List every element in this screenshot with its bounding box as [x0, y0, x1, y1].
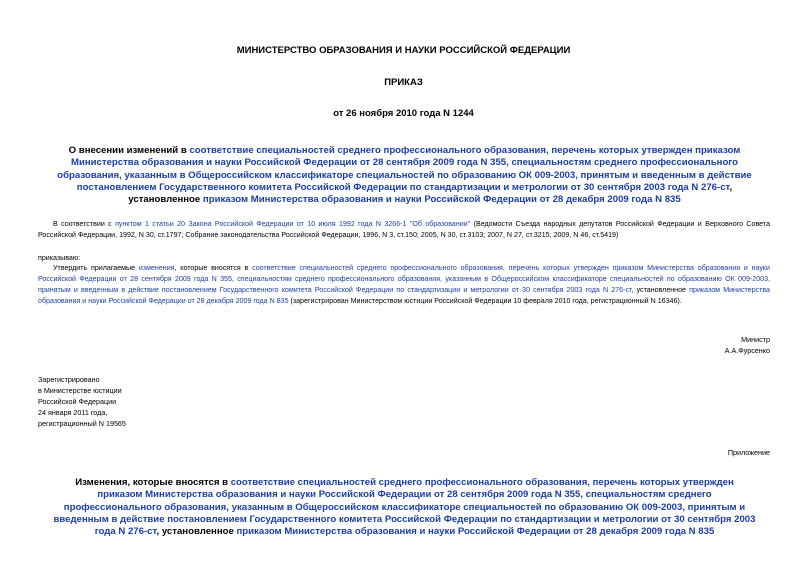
document-date: от 26 ноября 2010 года N 1244 [333, 108, 474, 119]
annex-link-order-835[interactable]: приказом Министерства образования и науки Российской Федерации от 28 декабря 2009 года N 835 [236, 526, 715, 538]
registration-line: Российской Федерации [38, 396, 117, 406]
annex-link-correspondence[interactable]: соответствие специальностей среднего профессионального образования, перечень которых утвержден приказом Министерства образования и науки Российской Федерации от 28 сентября 2009 года N 355, специальностям среднего профессионального образования, указанным в Общероссийском классификаторе специальностей по образованию ОК 009-2003, принятым и введенным в действие постановлением Государственного комитета Российской Федерации по стандартизации и метрологии от 30 сентября 2003 года N 276-ст [53, 477, 756, 538]
annex-title [52, 477, 757, 538]
ministry-heading: МИНИСТЕРСТВО ОБРАЗОВАНИЯ И НАУКИ РОССИЙСКОЙ ФЕДЕРАЦИИ [236, 45, 571, 56]
signature-block [725, 334, 770, 356]
title-link-order-835[interactable]: приказом Министерства образования и науки Российской Федерации от 28 декабря 2009 года N 835 [202, 194, 681, 206]
order-link-correspondence[interactable]: соответствие специальностей среднего профессионального образования, перечень которых утвержден приказом Министерства образования и науки Российской Федерации от 28 сентября 2009 года N 355, специальностям среднего профессионального образования, указанным в Общероссийском классификаторе специальностей по образованию ОК 009-2003, принятым и введенным в действие постановлением Государственного комитета Российской Федерации по стандартизации и метрологии от 30 сентября 2003 года N 276-ст [38, 264, 770, 294]
registration-line: в Министерстве юстиции [38, 385, 122, 395]
annex-title-text: , установленное [156, 526, 237, 538]
registration-line: Зарегистрировано [38, 375, 100, 384]
basis-link-law[interactable]: пунктом 1 статьи 20 Закона Российской Федерации от 10 июля 1992 года N 3266-1 "Об образовании" [115, 220, 471, 228]
order-link-order-835[interactable]: приказом Министерства образования и науки Российской Федерации от 28 декабря 2009 года N 835 [38, 285, 770, 305]
basis-text: (Ведомости Съезда народных депутатов Российской Федерации и Верховного Совета Российской Федерации, 1992, N 30, ст.1797; Собрание законодательства Российской Федерации, 1996, N 3, ст.150; 2005, N 30, ст.3103; 2007, N 27, ст.3215; 2009, N 46, ст.5419) [38, 220, 771, 239]
order-text: , которые вносятся в [174, 264, 253, 272]
title-link-correspondence[interactable]: соответствие специальностей среднего профессионального образования, перечень которых утвержден приказом Министерства образования и науки Российской Федерации от 28 сентября 2009 года N 355, специальностям среднего профессионального образования, указанным в Общероссийском классификаторе специальностей по образованию ОК 009-2003, принятым и введенным в действие постановлением Государственного комитета Российской Федерации по стандартизации и метрологии от 30 сентября 2003 года N 276-ст [57, 145, 752, 193]
order-text: Утвердить прилагаемые [53, 264, 139, 272]
order-word: приказываю: [38, 254, 81, 262]
order-paragraph [38, 263, 770, 307]
title-text: О внесении изменений в [68, 145, 190, 156]
registration-line: 24 января 2011 года, [38, 407, 108, 417]
document-title [52, 145, 757, 206]
registration-line: регистрационный N 19565 [38, 418, 126, 428]
title-text: , установленное [128, 181, 733, 206]
document-type: ПРИКАЗ [384, 77, 423, 88]
annex-title-text: Изменения, которые вносятся в [75, 477, 231, 488]
basis-text: В соответствии с [53, 220, 116, 228]
annex-label: Приложение [727, 448, 770, 457]
basis-paragraph [38, 219, 770, 241]
order-text: , установленное [631, 285, 690, 294]
signature-name: А.А.Фурсенко [724, 346, 770, 355]
registration-block [38, 375, 126, 430]
order-link-changes[interactable]: изменения [138, 264, 175, 272]
order-text: (зарегистрирован Министерством юстиции Российской Федерации 10 февраля 2010 года, регистрационный N 16346). [288, 296, 682, 305]
signature-position: Министр [741, 335, 770, 344]
